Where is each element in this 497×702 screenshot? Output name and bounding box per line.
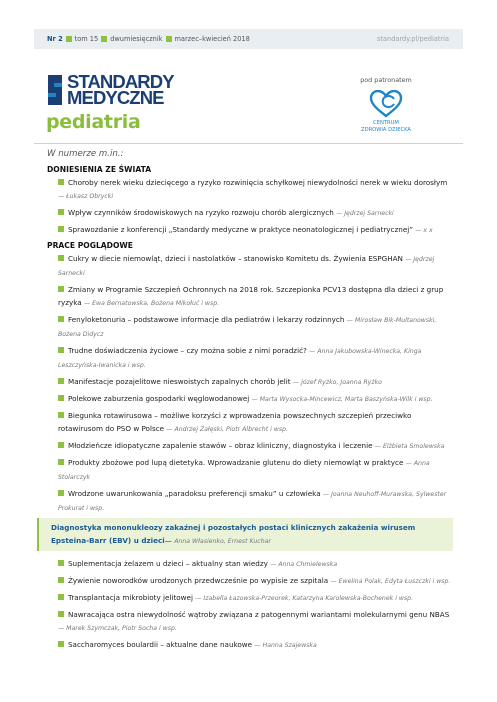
article-title: Saccharomyces boulardii – aktualne dane naukowe: [68, 640, 253, 649]
bullet-icon: [58, 577, 64, 583]
article-title: Sprawozdanie z konferencji „Standardy medyczne w praktyce neonatologicznej i pediatrycznej”: [68, 225, 413, 234]
article-title: Wrodzone uwarunkowania „paradoksu preferencji smaku” u człowieka: [68, 489, 321, 498]
article-authors: Ewelina Polak, Edyta Łuszczki i wsp.: [338, 578, 451, 585]
article-authors: Anna Stolarczyk: [58, 460, 430, 481]
bullet-icon: [58, 459, 64, 465]
bullet-icon: [58, 286, 64, 292]
bullet-icon: [58, 560, 64, 566]
article-authors: Marta Wysocka-Mincewicz, Marta Baszyńska-Wilk i wsp.: [259, 396, 433, 403]
bullet-icon: [58, 226, 64, 232]
article-authors: Józef Ryżko, Joanna Ryżko: [301, 379, 382, 386]
article-authors: Hanna Szajewska: [262, 642, 317, 649]
article-item[interactable]: Produkty zbożowe pod lupą dietetyka. Wprowadzanie glutenu do diety niemowląt w praktyce — Anna Stolarczyk: [58, 458, 430, 481]
article-title: Cukry w diecie niemowląt, dzieci i nastolatków – stanowisko Komitetu ds. Żywienia ESPGHAN: [68, 254, 403, 263]
article-item[interactable]: Żywienie noworodków urodzonych przedwcześnie po wypisie ze szpitala — Ewelina Polak, Edyta Łuszczki i wsp.: [47, 574, 453, 588]
green-square-icon: [66, 36, 72, 42]
article-item[interactable]: Młodzieńcze idiopatyczne zapalenie stawów – obraz kliniczny, diagnostyka i leczenie — Elżbieta Smolewska: [47, 439, 453, 453]
article-authors: Anna Jakubowska-Winecka, Kinga Leszczyńska-Iwanicka i wsp.: [58, 348, 422, 369]
article-item[interactable]: Nawracająca ostra niewydolność wątroby związana z patogennymi wariantami molekularnymi genu NBAS — Marek Szymczak, Piotr Socha i wsp.: [58, 610, 450, 632]
issue-number: Nr 2: [47, 35, 63, 43]
section-title: PRACE POGLĄDOWE: [47, 241, 133, 250]
issue-volume: tom 15: [74, 35, 99, 43]
article-item[interactable]: Suplementacja żelazem u dzieci – aktualny stan wiedzy — Anna Chmielewska: [47, 557, 453, 571]
article-authors: Jędrzej Sarnecki: [344, 210, 394, 217]
article-item[interactable]: Biegunka rotawirusowa – możliwe korzyści z wprowadzenia powszechnych szczepień przeciwko rotawirusom do PSO w Polsce — Andrzej Załęski, Piotr Albrecht i wsp.: [58, 411, 412, 433]
article-item[interactable]: Choroby nerek wieku dziecięcego a ryzyko rozwinięcia schyłkowej niewydolności nerek w wieku dorosłym — Łukasz Obrycki: [58, 178, 448, 200]
article-title: Młodzieńcze idiopatyczne zapalenie stawów – obraz kliniczny, diagnostyka i leczenie: [68, 441, 373, 450]
article-item[interactable]: Trudne doświadczenia życiowe – czy można sobie z nimi poradzić? — Anna Jakubowska-Winecka, Kinga Leszczyńska-Iwanicka i wsp.: [58, 346, 422, 369]
patronage-label: pod patronatem: [360, 76, 412, 84]
issue-period: marzec–kwiecień 2018: [174, 35, 250, 43]
logo-s-icon: [46, 74, 64, 106]
bullet-icon: [58, 611, 64, 617]
article-title: Produkty zbożowe pod lupą dietetyka. Wprowadzanie glutenu do diety niemowląt w praktyce: [68, 458, 404, 467]
bullet-icon: [58, 594, 64, 600]
bullet-icon: [58, 316, 64, 322]
article-authors: Jędrzej Sarnecki: [58, 256, 435, 277]
green-square-icon: [166, 36, 172, 42]
green-square-icon: [101, 36, 107, 42]
article-item[interactable]: Fenyloketonuria – podstawowe informacje dla pediatrów i lekarzy rodzinnych — Mirosław Bik-Multanowski, Bożena Didycz: [58, 315, 437, 338]
article-title: Trudne doświadczenia życiowe – czy można sobie z nimi poradzić?: [68, 346, 307, 355]
bullet-icon: [58, 395, 64, 401]
article-authors: Elżbieta Smolewska: [382, 443, 445, 450]
bullet-icon: [58, 255, 64, 261]
article-item[interactable]: Manifestacje pozajelitowe nieswoistych zapalnych chorób jelit — Józef Ryżko, Joanna Ryżko: [47, 375, 453, 389]
article-title: Manifestacje pozajelitowe nieswoistych zapalnych chorób jelit: [68, 377, 291, 386]
article-title: Suplementacja żelazem u dzieci – aktualny stan wiedzy: [68, 559, 268, 568]
issue-frequency: dwumiesięcznik: [110, 35, 163, 43]
heart-icon: [369, 90, 403, 118]
patron-center-line-1: CENTRUM: [373, 120, 399, 126]
article-authors: Joanna Neuhoff-Murawska, Sylwester Prokurat i wsp.: [58, 491, 447, 512]
article-title: Zmiany w Programie Szczepień Ochronnych na 2018 rok. Szczepionka PCV13 dostępna dla dzieci z grup ryzyka: [58, 285, 444, 307]
article-item[interactable]: Wpływ czynników środowiskowych na ryzyko rozwoju chorób alergicznych — Jędrzej Sarnecki: [47, 206, 453, 220]
bullet-icon: [58, 490, 64, 496]
article-authors: Andrzej Załęski, Piotr Albrecht i wsp.: [174, 426, 288, 433]
article-authors: Izabella Łazowska-Przeorek, Katarzyna Karolewska-Bochenek i wsp.: [203, 595, 414, 602]
featured-article[interactable]: Diagnostyka mononukleozy zakaźnej i pozostałych postaci klinicznych zakażenia wirusem Epsteina-Barr (EBV) u dzieci— Anna Własienko, Ernest Kuchar: [37, 518, 453, 551]
featured-article-authors: Anna Własienko, Ernest Kuchar: [174, 538, 271, 545]
article-title: Wpływ czynników środowiskowych na ryzyko rozwoju chorób alergicznych: [68, 208, 334, 217]
journal-logo: [46, 71, 174, 108]
patron-center-line-2: ZDROWIA DZIECKA: [361, 127, 411, 133]
article-authors: x x: [423, 227, 433, 234]
bullet-icon: [58, 442, 64, 448]
bullet-icon: [58, 412, 64, 418]
journal-name: pediatria: [46, 111, 141, 133]
article-item[interactable]: Sprawozdanie z konferencji „Standardy medyczne w praktyce neonatologicznej i pediatrycznej” — x x: [47, 223, 453, 237]
journal-url[interactable]: standardy.pl/pediatria: [376, 35, 449, 43]
article-authors: Marek Szymczak, Piotr Socha i wsp.: [66, 625, 177, 632]
article-title: Polekowe zaburzenia gospodarki węglowodanowej: [68, 394, 250, 403]
toc-intro: W numerze m.in.:: [47, 149, 124, 159]
article-item[interactable]: Zmiany w Programie Szczepień Ochronnych na 2018 rok. Szczepionka PCV13 dostępna dla dzieci z grup ryzyka — Ewa Bernatowska, Bożena Mikołuć i wsp.: [58, 285, 444, 307]
article-item[interactable]: Cukry w diecie niemowląt, dzieci i nastolatków – stanowisko Komitetu ds. Żywienia ESPGHAN — Jędrzej Sarnecki: [58, 254, 435, 277]
article-title: Żywienie noworodków urodzonych przedwcześnie po wypisie ze szpitala: [68, 576, 329, 585]
article-title: Fenyloketonuria – podstawowe informacje dla pediatrów i lekarzy rodzinnych: [68, 315, 345, 324]
article-authors: Mirosław Bik-Multanowski, Bożena Didycz: [58, 317, 437, 338]
logo-wordmark: [67, 71, 174, 108]
patronage: [352, 76, 420, 134]
article-authors: Ewa Bernatowska, Bożena Mikołuć i wsp.: [92, 300, 220, 307]
article-title: Transplantacja mikrobioty jelitowej: [68, 593, 193, 602]
logo-line-1: STANDARDY: [67, 71, 174, 92]
article-authors: Anna Chmielewska: [278, 561, 338, 568]
article-item[interactable]: Polekowe zaburzenia gospodarki węglowodanowej — Marta Wysocka-Mincewicz, Marta Baszyńska-Wilk i wsp.: [47, 392, 453, 406]
section-title: DONIESIENIA ZE ŚWIATA: [47, 165, 152, 174]
article-title: Biegunka rotawirusowa – możliwe korzyści z wprowadzenia powszechnych szczepień przeciwko rotawirusom do PSO w Polsce: [58, 411, 412, 433]
article-item[interactable]: Saccharomyces boulardii – aktualne dane naukowe — Hanna Szajewska: [47, 638, 453, 652]
bullet-icon: [58, 641, 64, 647]
bullet-icon: [58, 179, 64, 185]
article-title: Nawracająca ostra niewydolność wątroby związana z patogennymi wariantami molekularnymi genu NBAS: [68, 610, 450, 619]
bullet-icon: [58, 347, 64, 353]
bullet-icon: [58, 209, 64, 215]
issue-info: [34, 35, 250, 43]
featured-article-title: Diagnostyka mononukleozy zakaźnej i pozostałych postaci klinicznych zakażenia wirusem Epsteina-Barr (EBV) u dzieci: [51, 523, 416, 545]
article-item[interactable]: Wrodzone uwarunkowania „paradoksu preferencji smaku” u człowieka — Joanna Neuhoff-Murawska, Sylwester Prokurat i wsp.: [58, 489, 447, 512]
article-item[interactable]: Transplantacja mikrobioty jelitowej — Izabella Łazowska-Przeorek, Katarzyna Karolewska-Bochenek i wsp.: [47, 591, 453, 605]
logo-line-2: MEDYCZNE: [67, 87, 164, 108]
article-authors: Łukasz Obrycki: [66, 193, 114, 200]
header-divider: [34, 143, 463, 144]
bullet-icon: [58, 378, 64, 384]
issue-bar: [34, 29, 463, 49]
table-of-contents: [47, 149, 453, 655]
article-title: Choroby nerek wieku dziecięcego a ryzyko rozwinięcia schyłkowej niewydolności nerek w wieku dorosłym: [68, 178, 448, 187]
